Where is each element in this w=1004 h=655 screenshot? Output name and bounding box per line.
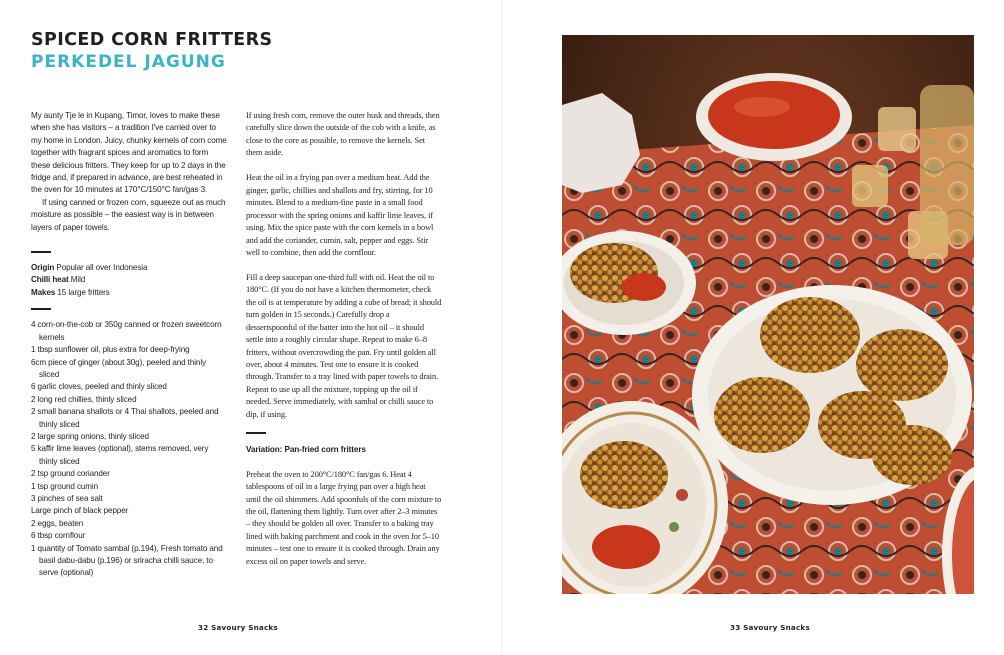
- intro-column: [31, 110, 227, 580]
- meta-heat-value: Mild: [70, 275, 86, 285]
- page-footer-right: 33 Savoury Snacks: [730, 623, 810, 632]
- ingredient-item: 3 pinches of sea salt: [31, 493, 103, 503]
- plate-main: [692, 285, 972, 505]
- meta-origin-value: Popular all over Indonesia: [56, 263, 148, 273]
- meta-makes-value: 15 large fritters: [57, 287, 110, 297]
- method-step: If using fresh corn, remove the outer husk and threads, then carefully slice down the outside of the cob with a knife, as close to the core as possible, to remove the kernels. Set them aside.: [246, 111, 440, 158]
- fritter: [760, 297, 860, 373]
- fritter: [872, 425, 952, 485]
- ingredient-item: 2 tsp ground coriander: [31, 469, 110, 479]
- recipe-subtitle: PERKEDEL JAGUNG: [31, 52, 226, 72]
- fritter: [714, 377, 810, 453]
- intro-paragraph: My aunty Tje le in Kupang, Timor, loves to make these when she has visitors – a tradition I've carried over to my home in London. Juicy, chunky kernels of corn come together with fragrant spices and aromatics to form these delicious fritters. They keep for up to 2 days in the fridge and, if prepared in advance, are best reheated in the oven for 10 minutes at 170°C/150°C fan/gas 3.: [31, 111, 227, 195]
- variation-title: Variation: Pan-fried corn fritters: [246, 444, 366, 454]
- recipe-title: SPICED CORN FRITTERS: [31, 30, 273, 50]
- method-step: Heat the oil in a frying pan over a medium heat. Add the ginger, garlic, chillies and shallots and fry, stirring, for 10 minutes. Blend to a medium-fine paste in a small food processor with the spring onions and kaffir lime leaves, if using. Mix the spice paste with the corn kernels in a bowl and add the coriander, cumin, salt, pepper and eggs. Stir well to combine, then add the cornflour.: [246, 173, 434, 257]
- meta-heat: [31, 274, 227, 286]
- ingredient-item: 4 corn-on-the-cob or 350g canned or frozen sweetcorn kernels: [31, 320, 222, 342]
- ingredients-list: [31, 319, 227, 580]
- ingredient-item: 2 eggs, beaten: [31, 518, 84, 528]
- food-photo: [562, 35, 974, 594]
- meta-makes: [31, 287, 227, 299]
- page-footer-left: 32 Savoury Snacks: [198, 623, 278, 632]
- ingredient-item: 2 small banana shallots or 4 Thai shallots, peeled and thinly sliced: [31, 407, 219, 429]
- sambal-bowl: [696, 73, 852, 161]
- section-rule: [246, 432, 266, 434]
- ingredient-item: 6cm piece of ginger (about 30g), peeled and thinly sliced: [31, 357, 206, 379]
- meta-origin: [31, 262, 227, 274]
- ingredient-item: 1 tsp ground cumin: [31, 481, 99, 491]
- meta-origin-label: Origin: [31, 263, 55, 273]
- fritter: [580, 441, 668, 509]
- ingredient-item: 5 kaffir lime leaves (optional), stems removed, very thinly sliced: [31, 444, 209, 466]
- variation-text: Preheat the oven to 200°C/180°C fan/gas 6. Heat 4 tablespoons of oil in a large frying pan over a high heat until the oil shimmers. Add spoonfuls of the corn mixture to the oil, flattening them lightly. Turn over after 2–3 minutes – they should be golden all over. Transfer to a baking tray lined with baking parchment and cook in the oven for 5–10 minutes – test one to ensure it is cooked through. Drain any excess oil on paper towels and serve.: [246, 469, 442, 566]
- ingredient-item: 6 tbsp cornflour: [31, 531, 86, 541]
- ingredient-item: 6 garlic cloves, peeled and thinly sliced: [31, 382, 167, 392]
- method-column: [246, 110, 442, 581]
- meta-makes-label: Makes: [31, 287, 56, 297]
- food-photo-illustration: [562, 35, 974, 594]
- intro-paragraph: If using canned or frozen corn, squeeze out as much moisture as possible – the easiest way is in between layers of paper towels.: [31, 197, 226, 232]
- section-rule: [31, 308, 51, 310]
- ingredient-item: 2 large spring onions, thinly sliced: [31, 431, 149, 441]
- ingredient-item: 1 quantity of Tomato sambal (p.194), Fresh tomato and basil dabu-dabu (p.196) or sriracha chilli sauce, to serve (optional): [31, 543, 223, 578]
- method-step: Fill a deep saucepan one-third full with oil. Heat the oil to 180°C. (If you do not have a kitchen thermometer, check the oil is at temperature by adding a cube of bread; it should turn golden in 15 seconds.) Carefully drop a dessertspoonful of the batter into the hot oil – it should settle into a roughly circular shape. Repeat to make 6–8 fritters, without overcrowding the pan. Fry until golden all over, about 4 minutes. Test one to ensure it is cooked through. Transfer to a tray lined with paper towels to drain. Repeat to use up all the mixture, topping up the oil if needed. Serve immediately, with sambal or chilli sauce to dip, if using.: [246, 272, 442, 419]
- ingredient-item: Large pinch of black pepper: [31, 506, 129, 516]
- fritter: [856, 329, 948, 401]
- meta-heat-label: Chilli heat: [31, 275, 69, 285]
- ingredient-item: 2 long red chillies, thinly sliced: [31, 394, 137, 404]
- ingredient-item: 1 tbsp sunflower oil, plus extra for deep-frying: [31, 345, 190, 355]
- section-rule: [31, 251, 51, 253]
- page-gutter: [501, 0, 503, 655]
